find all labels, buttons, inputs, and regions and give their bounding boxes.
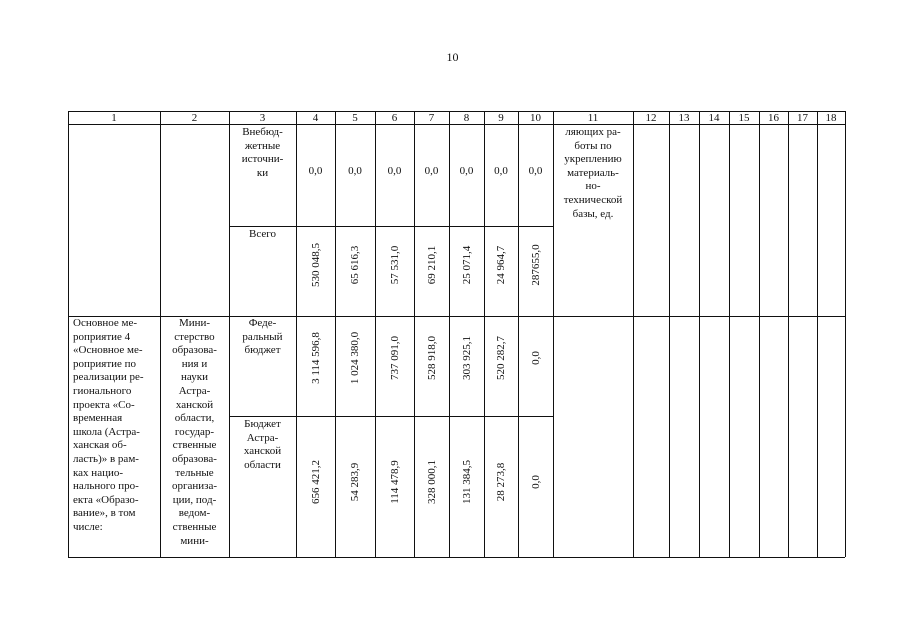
value-cell: 3 114 596,8 [309,332,322,384]
source-federal: Феде- ральный бюджет [242,317,283,357]
value-cell: 287655,0 [529,244,542,286]
source-offbudget: Внебюд- жетные источни- ки [241,126,284,179]
grid-line [845,111,846,557]
column-header-11: 11 [587,112,599,124]
grid-line [449,111,450,557]
page-number: 10 [446,50,459,64]
column-header-1: 1 [111,112,117,124]
value-cell: 114 478,9 [388,460,401,504]
grid-line [335,111,336,557]
value-cell: 0,0 [387,165,402,177]
column-header-5: 5 [352,112,358,124]
grid-line [68,557,845,558]
grid-line [759,111,760,557]
value-cell: 0,0 [308,165,323,177]
value-cell: 0,0 [424,165,439,177]
value-cell: 25 071,4 [460,245,473,285]
executor-name: Мини- стерство образова- ния и науки Астра- ханской области, государ- ственные образова- тельные организа- ции, под- ведом- ственные мини- [171,317,218,547]
column-header-17: 17 [797,112,808,124]
value-cell: 65 616,3 [349,245,361,285]
column-header-14: 14 [708,112,720,124]
grid-line [729,111,730,557]
value-cell: 303 925,1 [460,336,473,380]
grid-line [817,111,818,557]
value-cell: 530 048,5 [309,243,322,287]
value-cell: 24 964,7 [495,245,507,285]
grid-line [788,111,789,557]
value-cell: 28 273,8 [495,462,507,502]
indicator-description: ляющих ра- боты по укреплению материаль- но- технической базы, ед. [563,126,623,220]
grid-line [414,111,415,557]
grid-line [484,111,485,557]
value-cell: 0,0 [494,165,508,177]
column-header-10: 10 [530,112,541,124]
value-cell: 1 024 380,0 [349,331,361,385]
column-header-16: 16 [768,112,779,124]
grid-line [669,111,670,557]
value-cell: 656 421,2 [309,460,322,504]
value-cell: 0,0 [529,351,542,365]
column-header-12: 12 [645,112,657,124]
column-header-13: 13 [678,112,690,124]
value-cell: 69 210,1 [425,245,438,285]
value-cell: 528 918,0 [425,336,438,380]
column-header-6: 6 [391,112,398,124]
grid-line [229,226,553,227]
column-header-15: 15 [738,112,750,124]
value-cell: 0,0 [459,165,474,177]
column-header-3: 3 [259,112,266,124]
value-cell: 520 282,7 [495,336,507,380]
grid-line [633,111,634,557]
column-header-7: 7 [428,112,435,124]
grid-line [296,111,297,557]
activity-name: Основное ме- роприятие 4 «Основное ме- роприятие по реализации ре- гионального проекта «Со- временная школа (Астра- ханская об- ласть)» в рам- ках нацио- нального про- екта «Образо- вание», в том числе: [73,317,144,533]
value-cell: 737 091,0 [388,336,401,380]
grid-line [229,416,553,417]
value-cell: 57 531,0 [388,245,401,285]
value-cell: 0,0 [529,475,542,489]
grid-line [375,111,376,557]
column-header-2: 2 [191,112,198,124]
column-header-18: 18 [825,112,837,124]
value-cell: 0,0 [528,165,543,177]
value-cell: 131 384,5 [460,460,473,504]
column-header-8: 8 [463,112,470,124]
value-cell: 328 000,1 [425,460,438,504]
column-header-4: 4 [312,112,319,124]
source-total: Всего [249,228,276,240]
grid-line [699,111,700,557]
value-cell: 0,0 [348,165,362,177]
column-header-9: 9 [498,112,504,124]
grid-line [518,111,519,557]
grid-line [68,111,69,557]
source-regional: Бюджет Астра- ханской области [243,418,282,471]
value-cell: 54 283,9 [349,462,361,502]
